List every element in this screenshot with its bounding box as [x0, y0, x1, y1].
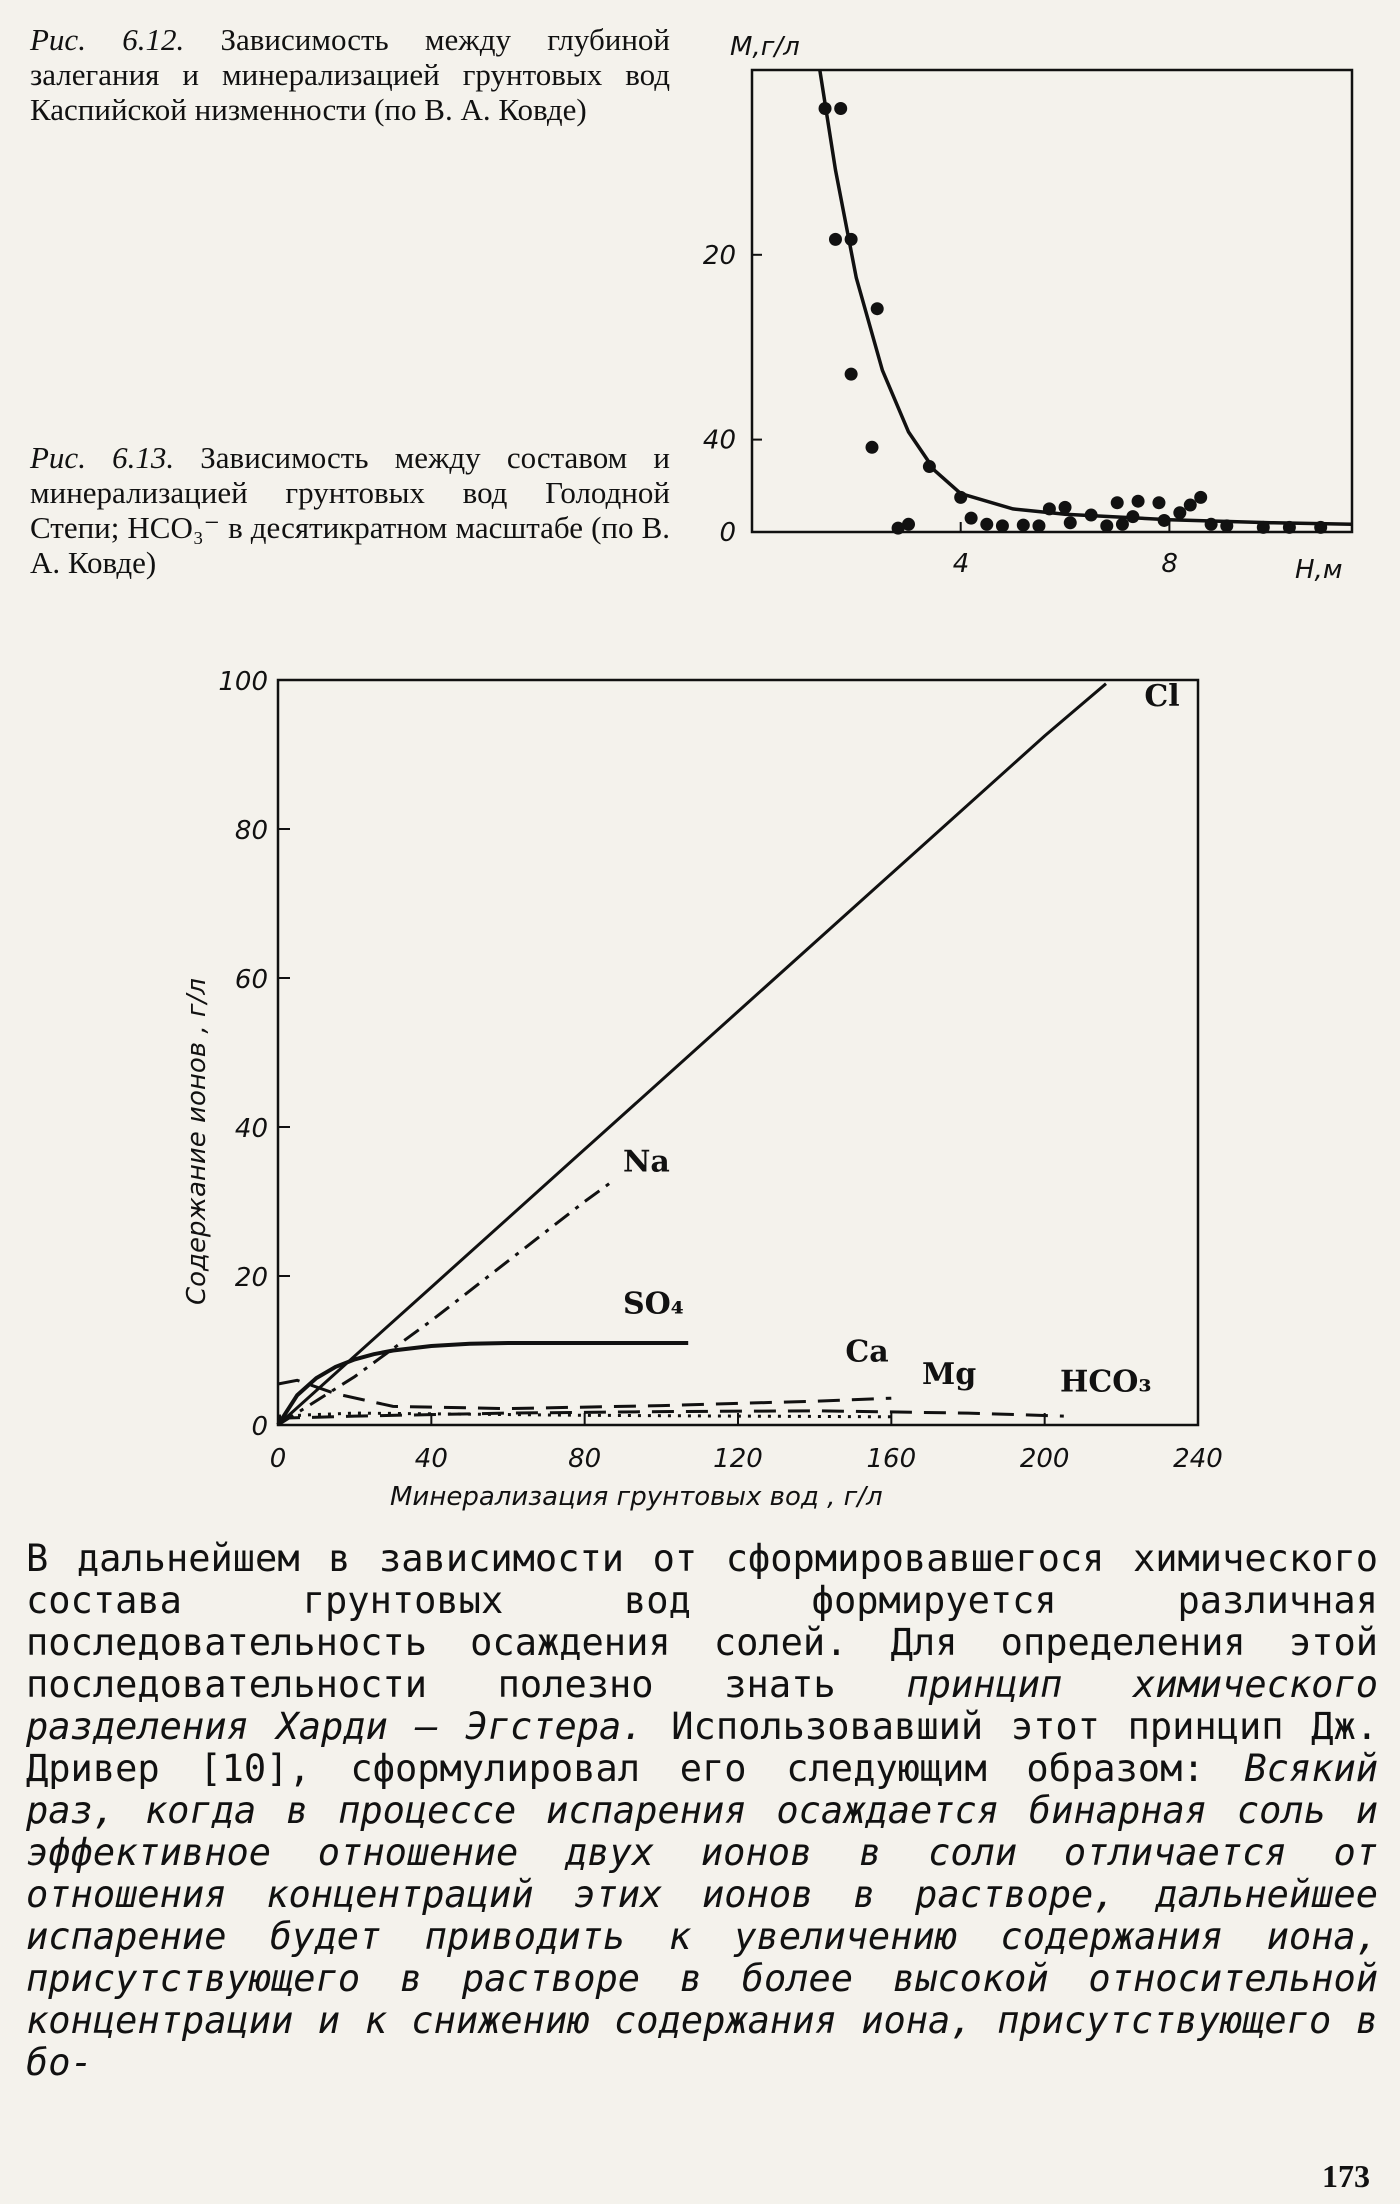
series-label-mg: Mg	[922, 1357, 977, 1393]
x-tick-label: 4	[952, 549, 970, 579]
x-tick-label: 0	[269, 1444, 287, 1474]
x-tick-label: 40	[414, 1444, 448, 1474]
series-ca	[278, 1380, 891, 1408]
series-label-cl: Cl	[1144, 679, 1180, 715]
y-tick-label: 40	[234, 1114, 268, 1144]
page-number: 173	[1322, 2158, 1370, 2194]
x-tick-label: 120	[713, 1444, 763, 1474]
caption-text: Зависимость между глубиной залегания и минерализацией грунтовых вод Каспийской низменности (по В. А. Ковде)	[30, 22, 670, 127]
y-tick-label: 20	[234, 1263, 268, 1293]
series-label-so4: SO₄	[623, 1286, 684, 1322]
paragraph	[26, 1538, 1378, 2084]
figure-number: Рис. 6.13.	[30, 440, 175, 475]
y-tick-label: 0	[719, 518, 736, 548]
x-tick-label: 240	[1173, 1444, 1223, 1474]
y-tick-label: 40	[702, 425, 736, 456]
x-tick-label: 160	[866, 1444, 917, 1474]
y-tick-label: 20	[702, 240, 736, 271]
x-tick-label: 80	[568, 1444, 602, 1474]
series-label-hco3: HCO₃	[1060, 1364, 1152, 1400]
principle-statement: Всякий раз, когда в процессе испарения осаждается бинарная соль и эффективное отношение двух ионов в соли отличается от отношения концентраций этих ионов в растворе, дальнейшее испарение будет приводить к увеличению содержания иона, присутствующего в растворе в более высокой относительной концентрации и к снижению содержания иона, присутствующего в бо-	[26, 1747, 1378, 2084]
plot-border	[278, 680, 1198, 1425]
paragraph-text-2: Использовавший этот принцип Дж. Дривер [10], сформулировал его следующим образом:	[26, 1705, 1378, 1790]
paragraph-text: В дальнейшем в зависимости от сформировавшегося химического состава грунтовых вод формируется различная последовательность осаждения солей. Для определения этой последовательности полезно знать	[26, 1537, 1378, 1706]
y-tick-label: 60	[234, 965, 268, 995]
x-axis-label: Минерализация грунтовых вод , г/л	[390, 1482, 883, 1512]
series-na	[278, 1179, 615, 1425]
chart-series	[278, 684, 1106, 1425]
principle-name: принцип химического разделения Харди — Эгстера.	[26, 1663, 1378, 1748]
chart-ticks	[218, 667, 1222, 1474]
y-tick-label: 100	[218, 667, 268, 697]
body-text	[26, 1538, 1378, 2084]
chart-frame	[278, 680, 1198, 1425]
x-tick-label: 200	[1019, 1444, 1070, 1474]
y-tick-label: 0	[251, 1412, 268, 1442]
y-tick-label: 80	[234, 816, 268, 846]
y-axis-label: М,г/л	[730, 32, 800, 62]
x-tick-label: 8	[1161, 549, 1178, 579]
caption-text: Зависимость между составом и минерализацией грунтовых вод Голодной Степи; HCO₃⁻ в десятикратном масштабе (по В. А. Ковде)	[30, 440, 670, 580]
series-cl	[278, 684, 1106, 1425]
x-axis-label: Н,м	[1295, 555, 1343, 585]
y-axis-label: Содержание ионов , г/л	[182, 978, 212, 1305]
series-label-na: Na	[623, 1144, 670, 1180]
figure-number: Рис. 6.12.	[30, 22, 185, 57]
series-label-ca: Ca	[845, 1334, 889, 1370]
